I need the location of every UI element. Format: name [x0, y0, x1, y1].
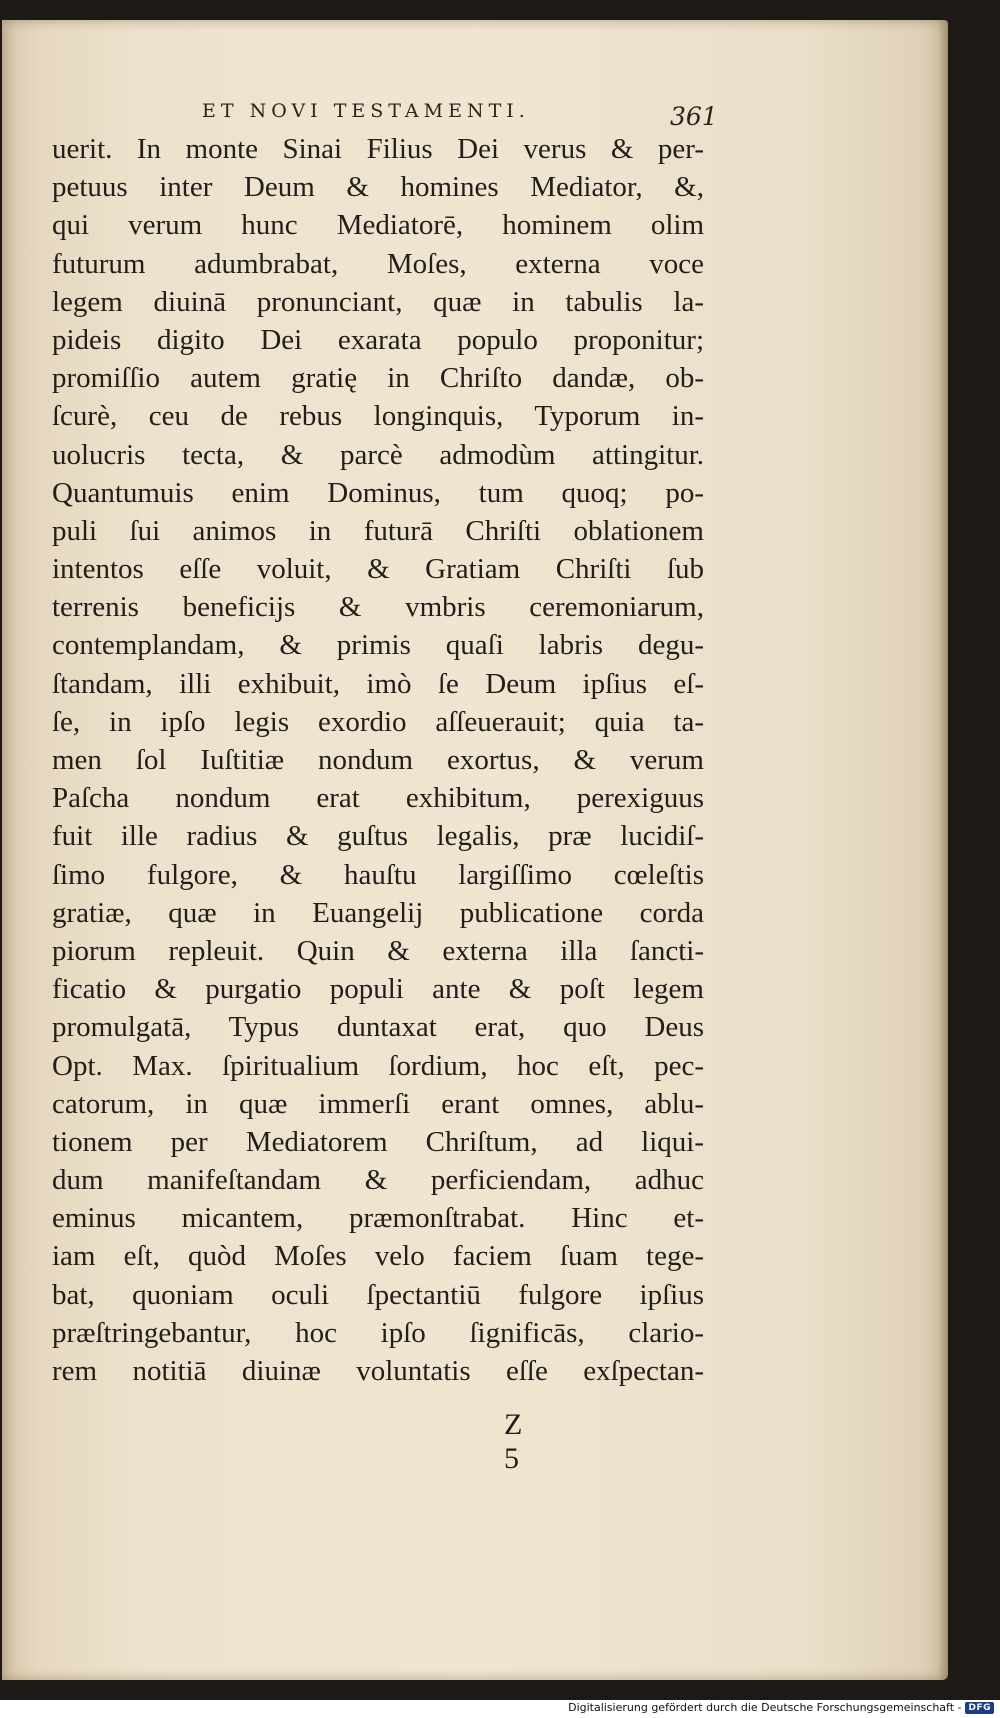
text-line: ficatio & purgatio populi ante & poſt legem	[52, 973, 704, 1006]
text-line: futurum adumbrabat, Moſes, externa voce	[52, 247, 704, 280]
body-text	[52, 130, 704, 1390]
text-line: legem diuinā pronunciant, quæ in tabulis la-	[52, 285, 704, 318]
text-line: men ſol Iuſtitiæ nondum exortus, & verum	[52, 744, 704, 776]
text-line: catorum, in quæ immerſi erant omnes, ablu-	[52, 1087, 704, 1120]
text-line: iam eſt, quòd Moſes velo faciem ſuam tege-	[52, 1240, 704, 1273]
text-line: pideis digito Dei exarata populo proponitur;	[52, 323, 704, 356]
text-line: gratiæ, quæ in Euangelij publicatione corda	[52, 896, 704, 929]
text-line: terrenis beneficijs & vmbris ceremoniarum,	[52, 591, 704, 624]
text-line: eminus micantem, præmonſtrabat. Hinc et-	[52, 1202, 704, 1235]
digitization-footer	[568, 1701, 994, 1714]
text-line: præſtringebantur, hoc ipſo ſignificās, clario-	[52, 1316, 704, 1349]
text-line: uerit. In monte Sinai Filius Dei verus & per-	[52, 133, 704, 165]
text-line: ſe, in ipſo legis exordio aſſeuerauit; quia ta-	[52, 705, 704, 738]
text-line: qui verum hunc Mediatorē, hominem olim	[52, 209, 704, 242]
text-line: piorum repleuit. Quin & externa illa ſancti-	[52, 934, 704, 967]
page-number: 361	[670, 102, 718, 131]
text-line: contemplandam, & primis quaſi labris degu-	[52, 629, 704, 662]
text-line: petuus inter Deum & homines Mediator, &,	[52, 171, 704, 204]
text-line: puli ſui animos in futurā Chriſti oblationem	[52, 514, 704, 547]
signature-mark: Z 5	[504, 1408, 555, 1475]
text-line: intentos eſſe voluit, & Gratiam Chriſti ſub	[52, 553, 704, 586]
text-line: Paſcha nondum erat exhibitum, perexiguus	[52, 782, 704, 815]
dfg-logo-icon: DFG	[965, 1702, 994, 1714]
text-line: fuit ille radius & guſtus legalis, præ lucidiſ-	[52, 820, 704, 853]
text-line: ſtandam, illi exhibuit, imò ſe Deum ipſius eſ-	[52, 667, 704, 700]
funding-credit: Digitalisierung gefördert durch die Deutsche Forschungsgemeinschaft -	[568, 1701, 962, 1714]
running-head-title: ET NOVI TESTAMENTI.	[202, 100, 530, 122]
text-line: ſcurè, ceu de rebus longinquis, Typorum in-	[52, 400, 704, 433]
text-line: rem notitiā diuinæ voluntatis eſſe exſpectan-	[52, 1355, 704, 1387]
text-line: bat, quoniam oculi ſpectantiū fulgore ipſius	[52, 1278, 704, 1311]
text-line: uolucris tecta, & parcè admodùm attingitur.	[52, 438, 704, 471]
book-page	[2, 20, 948, 1680]
text-line: Quantumuis enim Dominus, tum quoq; po-	[52, 476, 704, 509]
text-line: ſimo fulgore, & hauſtu largiſſimo cœleſtis	[52, 858, 704, 891]
page-edge-shadow	[938, 20, 948, 1680]
text-line: Opt. Max. ſpiritualium ſordium, hoc eſt, pec-	[52, 1049, 704, 1082]
text-line: promulgatā, Typus duntaxat erat, quo Deus	[52, 1011, 704, 1044]
text-line: tionem per Mediatorem Chriſtum, ad liqui-	[52, 1125, 704, 1158]
running-head	[2, 82, 948, 131]
text-line: promiſſio autem gratię in Chriſto dandæ, ob-	[52, 362, 704, 395]
text-line: dum manifeſtandam & perficiendam, adhuc	[52, 1164, 704, 1197]
